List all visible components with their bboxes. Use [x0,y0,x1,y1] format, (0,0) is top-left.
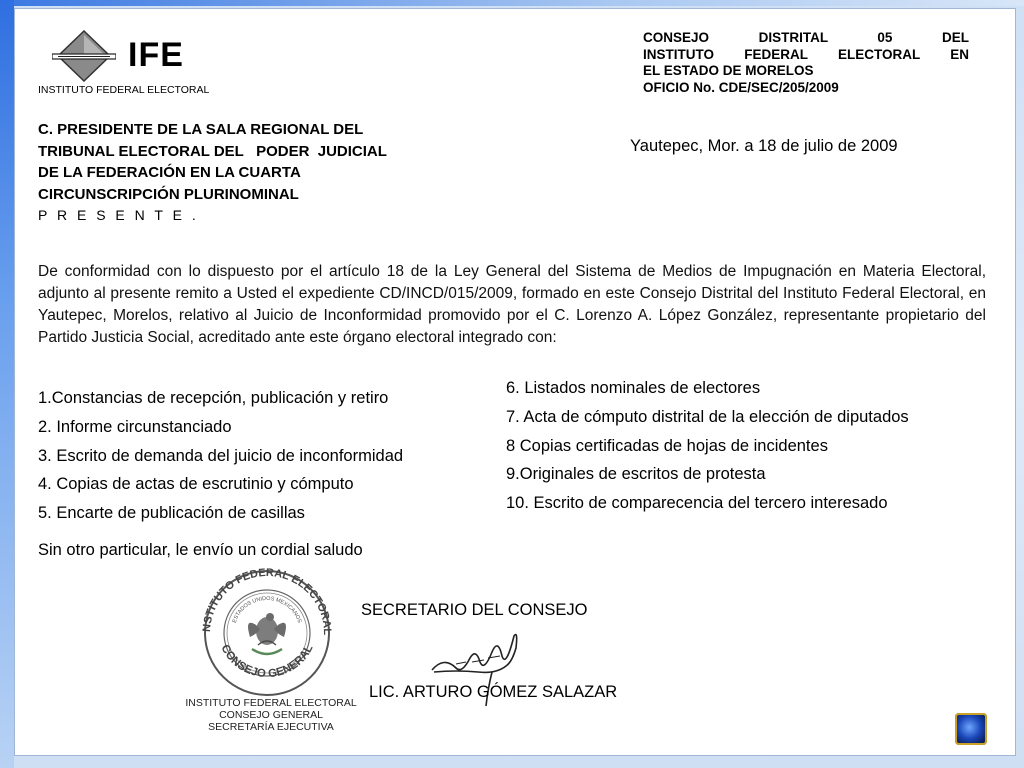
documents-list-right [506,374,909,518]
signatory-name: LIC. ARTURO GÓMEZ SALAZAR [369,683,618,701]
logo-title: IFE [128,36,184,74]
list-item: 5. Encarte de publicación de casillas [38,504,305,523]
council-line-1: CONSEJO DISTRITAL 05 DEL [643,30,969,45]
addressee-line: TRIBUNAL ELECTORAL DEL PODER JUDICIAL [38,142,387,160]
list-item: 1.Constancias de recepción, publicación y retiro [38,389,389,407]
signatory-title: SECRETARIO DEL CONSEJO [361,601,588,619]
list-item: 7. Acta de cómputo distrital de la elección de diputados [506,407,909,426]
letter-date: Yautepec, Mor. a 18 de julio de 2009 [630,137,898,155]
addressee-line: C. PRESIDENTE DE LA SALA REGIONAL DEL [38,121,364,138]
seal-caption-line: SECRETARÍA EJECUTIVA [208,721,334,733]
seal-caption-line: CONSEJO GENERAL [219,709,323,721]
letter-body: De conformidad con lo dispuesto por el artículo 18 de la Ley General del Sistema de Medios de Impugnación en Materia Electoral, adjunto al presente remito a Usted el expediente CD/INCD/015/2009, formado en este Consejo Distrital del Instituto Federal Electoral, en Yautepec, Morelos, relativo al Juicio de Inconformidad promovido por el C. Lorenzo A. López González, representante propietario del Partido Justicia Social, acreditado ante este órgano electoral integrado con: [38,263,986,346]
list-item: 3. Escrito de demanda del juicio de inconformidad [38,446,404,465]
list-item: 9.Originales de escritos de protesta [506,465,766,484]
presente-label: P R E S E N T E . [38,207,199,223]
addressee-line: DE LA FEDERACIÓN EN LA CUARTA [38,164,301,181]
seal-caption-line: INSTITUTO FEDERAL ELECTORAL [185,697,357,709]
addressee-line: CIRCUNSCRIPCIÓN PLURINOMINAL [38,185,299,203]
list-item: 10. Escrito de comparecencia del tercero interesado [506,494,888,513]
list-item: 8 Copias certificadas de hojas de incidentes [506,436,828,455]
svg-text:INSTITUTO FEDERAL ELECTORAL: NSTITUTO FEDERAL ELECTORAL [200,567,334,636]
svg-text:CONSEJO GENERAL: CONSEJO GENERAL [218,642,316,681]
documents-list-left [38,384,403,528]
slide-top-border [0,0,1024,6]
council-line-2: INSTITUTO FEDERAL ELECTORAL EN [643,46,969,62]
seal-caption [176,697,366,733]
council-header [643,30,969,96]
ballot-box-logo-icon [52,30,116,82]
list-item: 6. Listados nominales de electores [506,379,761,397]
list-item: 2. Informe circunstanciado [38,417,232,436]
list-item: 4. Copias de actas de escrutinio y cómputo [38,475,354,494]
official-seal [196,567,338,697]
eagle-emblem-icon [248,613,286,654]
globe-nav-icon[interactable] [955,713,987,745]
ife-logo [38,30,238,100]
logo-subtitle: INSTITUTO FEDERAL ELECTORAL [38,84,210,96]
addressee-block [38,119,488,205]
office-number: OFICIO No. CDE/SEC/205/2009 [643,79,839,95]
slide-left-border [0,0,14,768]
council-line-3: EL ESTADO DE MORELOS [643,63,814,78]
closing-line: Sin otro particular, le envío un cordial saludo [38,541,363,559]
svg-text:ESTADOS UNIDOS MEXICANOS: ESTADOS UNIDOS MEXICANOS [231,595,303,624]
